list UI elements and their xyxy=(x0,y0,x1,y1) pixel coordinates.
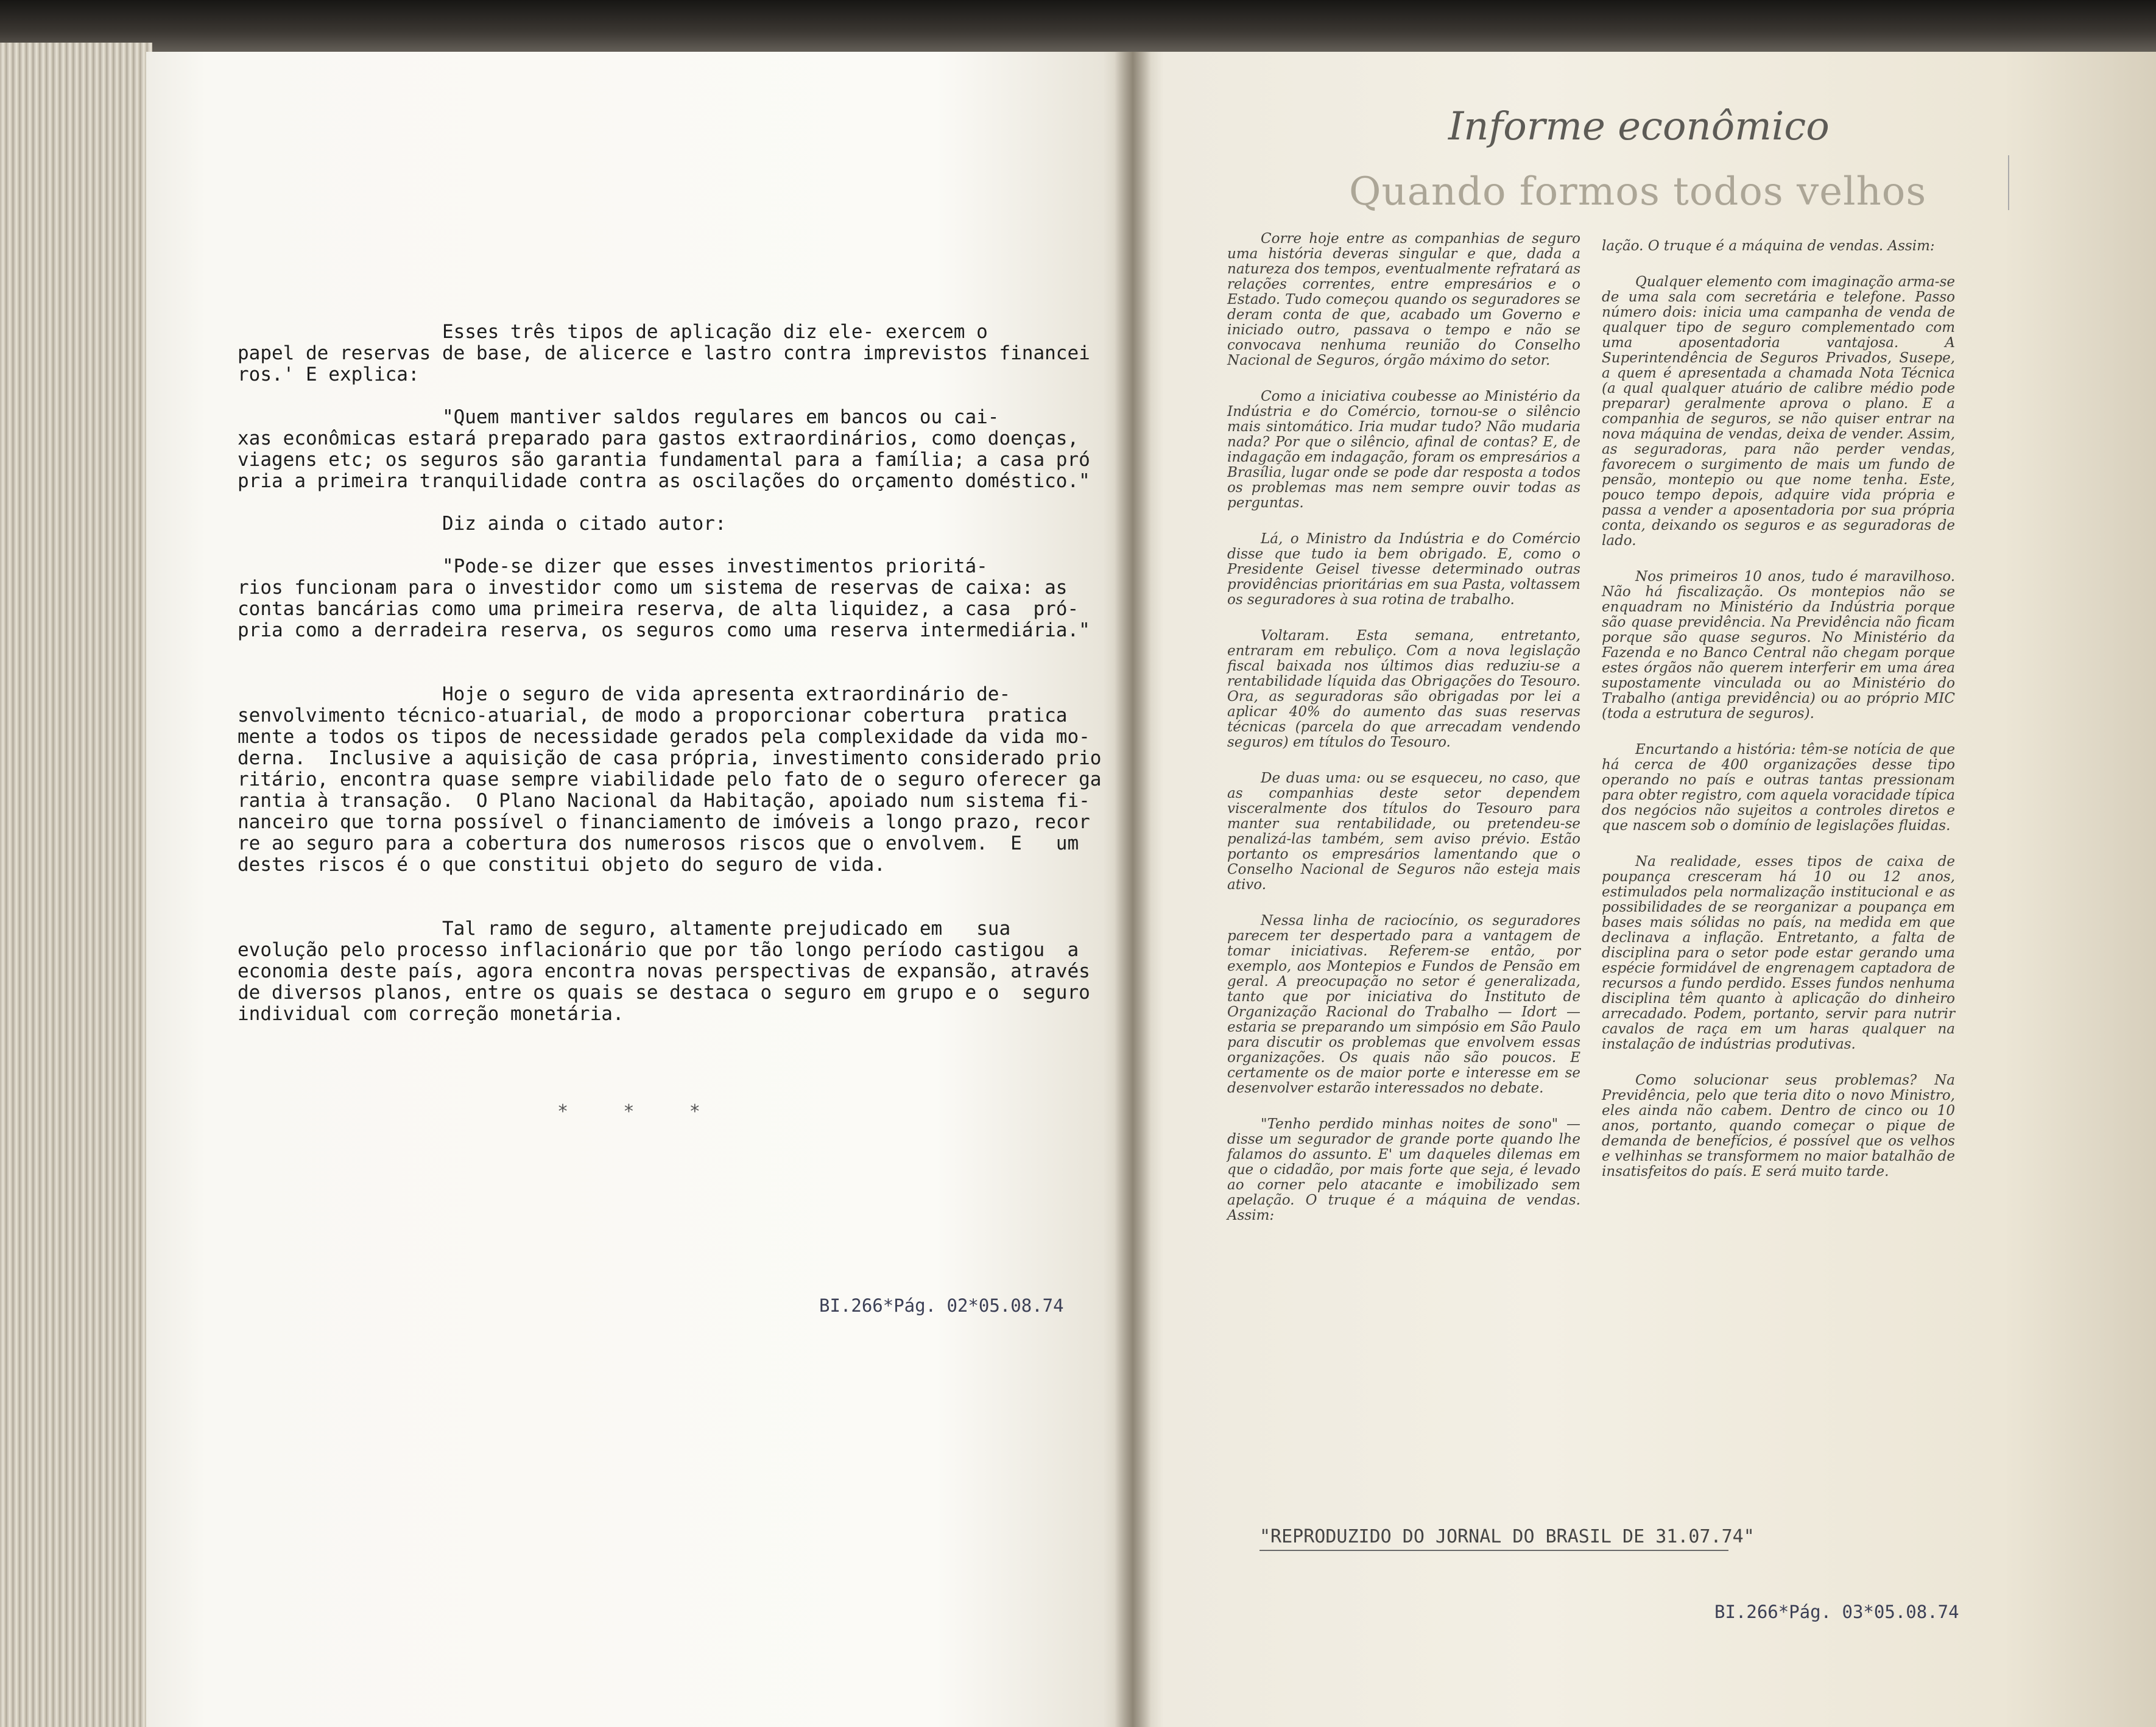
article-paragraph: Como a iniciativa coubesse ao Ministério da Indústria e do Comércio, tornou-se o silêncio mais sintomático. Iria mudar tudo? Não mudaria nada? Por que o silêncio, afinal de contas? E, de indagação em indagação, foram os empresários a Brasília, lugar onde se pode dar resposta a todos os problemas mas nem sempre ouvir todas as perguntas. xyxy=(1227,389,1580,511)
article-paragraph: Na realidade, esses tipos de caixa de poupança cresceram há 10 ou 12 anos, estimulados pela normalização institucional e as possibilidades de se reorganizar a poupança em bases mais sólidas no país, na medida em que declinava a inflação. Entretanto, a falta de disciplina para o setor pode estar gerando uma espécie formidável de engrenagem captadora de recursos a fundo perdido. Esses fundos nenhuma disciplina têm quanto à aplicação do dinheiro arrecadado. Podem, portanto, servir para nutrir cavalos de raça em um haras qualquer na instalação de indústrias produtivas. xyxy=(1602,854,1955,1052)
article-paragraph: Encurtando a história: têm-se notícia de que há cerca de 400 organizações desse tipo operando no país e outras tantas pressionam para obter registro, com aquela voracidade típica dos negócios não sujeitos a controles diretos e que nascem sob o domínio de legislações fluidas. xyxy=(1602,742,1955,834)
article-paragraph: De duas uma: ou se esqueceu, no caso, que as companhias deste setor dependem visceralmente dos títulos do Tesouro para manter sua rentabilidade, ou pretendeu-se penalizá-las também, sem aviso prévio. Estão portanto os empresários lamentando que o Conselho Nacional de Seguros não esteja mais ativo. xyxy=(1227,770,1580,893)
typewritten-line: senvolvimento técnico-atuarial, de modo a proporcionar cobertura pratica xyxy=(238,705,1068,726)
article-paragraph: "Tenho perdido minhas noites de sono" — disse um segurador de grande porte quando lhe falamos do assunto. E' um daqueles dilemas em que o cidadão, por mais forte que seja, é levado ao corner pelo atacante e imobilizado sem apelação. O truque é a máquina de vendas. Assim: xyxy=(1227,1116,1580,1223)
typewritten-line: rios funcionam para o investidor como um sistema de reservas de caixa: as xyxy=(238,577,1068,599)
column-rule xyxy=(2008,155,2009,210)
reproduction-credit: "REPRODUZIDO DO JORNAL DO BRASIL DE 31.07.74" xyxy=(1259,1526,1755,1547)
article-paragraph: Qualquer elemento com imaginação arma-se de uma sala com secretária e telefone. Passo número dois: inicia uma campanha de venda de qualquer tipo de seguro complementado com uma aposentadoria vantajosa. A Superintendência de Seguros Privados, Susepe, a quem é apresentada a chamada Nota Técnica (a qual qualquer atuário de calibre médio pode preparar) geralmente aprova o plano. E a companhia de seguros, se não quiser entrar na nova máquina de vendas, deixa de vender. Assim, as seguradoras, para não perder vendas, favorecem o surgimento de mais um fundo de pensão, montepio ou que nome tenha. Este, pouco tempo depois, adquire vida própria e passa a vender a aposentadoria por sua própria conta, deixando os seguros e as seguradoras de lado. xyxy=(1602,274,1955,549)
typewritten-line: de diversos planos, entre os quais se destaca o seguro em grupo e o seguro xyxy=(238,982,1090,1004)
book-page-edges xyxy=(0,43,152,1727)
typewritten-line: "Pode-se dizer que esses investimentos prioritá- xyxy=(238,555,988,577)
article-paragraph: Nessa linha de raciocínio, os seguradores parecem ter despertado para a vantagem de tomar iniciativas. Referem-se então, por exemplo, aos Montepios e Fundos de Pensão em geral. A preocupação no setor é generalizada, tanto que por iniciativa do Instituto de Organização Racional do Trabalho — Idort — estaria se preparando um simpósio em São Paulo para discutir os problemas que envolvem essas organizações. Os quais não são poucos. E certamente os de maior porte e interesse em se desenvolver estarão interessados no debate. xyxy=(1227,913,1580,1096)
typewritten-line: derna. Inclusive a aquisição de casa própria, investimento considerado prio xyxy=(238,747,1102,769)
typewritten-line: Esses três tipos de aplicação diz ele- exercem o xyxy=(238,321,988,343)
book-gutter xyxy=(1115,52,1151,1727)
typewritten-line: pria como a derradeira reserva, os seguros como uma reserva intermediária." xyxy=(238,619,1090,641)
typewritten-body xyxy=(238,322,1101,1025)
article-paragraph: lação. O truque é a máquina de vendas. Assim: xyxy=(1602,238,1935,254)
typewritten-line: evolução pelo processo inflacionário que por tão longo período castigou a xyxy=(238,939,1079,961)
typewritten-line: Diz ainda o citado autor: xyxy=(238,513,727,535)
typewritten-line: xas econômicas estará preparado para gastos extraordinários, como doenças, xyxy=(238,427,1079,449)
typewritten-line: destes riscos é o que constitui objeto do seguro de vida. xyxy=(238,854,886,876)
section-stars: * * * xyxy=(557,1101,700,1122)
article-paragraph: Como solucionar seus problemas? Na Previdência, pelo que teria dito o novo Ministro, eles ainda não cabem. Dentro de cinco ou 10 anos, portanto, quando começar o pique de demanda de benefícios, é possível que os velhos e velhinhas se transformem no maior batalhão de insatisfeitos do país. E será muito tarde. xyxy=(1602,1072,1955,1180)
typewritten-line: pria a primeira tranquilidade contra as oscilações do orçamento doméstico." xyxy=(238,470,1090,492)
article-paragraph: Lá, o Ministro da Indústria e do Comércio disse que tudo ia bem obrigado. E, como o Presidente Geisel tivesse determinado outras providências prioritárias em sua Pasta, voltassem os seguradores à sua rotina de trabalho. xyxy=(1227,531,1580,608)
typewritten-line: mente a todos os tipos de necessidade gerados pela complexidade da vida mo- xyxy=(238,726,1090,748)
typewritten-line: viagens etc; os seguros são garantia fundamental para a família; a casa pró xyxy=(238,449,1090,471)
typewritten-line: "Quem mantiver saldos regulares em bancos ou cai- xyxy=(238,406,999,428)
article-paragraph: Voltaram. Esta semana, entretanto, entraram em rebuliço. Com a nova legislação fiscal baixada nos últimos dias reduziu-se a rentabilidade líquida das Obrigações do Tesouro. Ora, as seguradoras são obrigadas por lei a aplicar 40% do aumento das suas reservas técnicas (parcela do que arrecadam vendendo seguros) em títulos do Tesouro. xyxy=(1227,628,1580,750)
typewritten-line: economia deste país, agora encontra novas perspectivas de expansão, através xyxy=(238,960,1090,982)
typewritten-line: nanceiro que torna possível o financiamento de imóveis a longo prazo, recor xyxy=(238,811,1090,833)
binding-top-edge xyxy=(0,0,2156,58)
typewritten-line: ritário, encontra quase sempre viabilidade pelo fato de o seguro oferecer ga xyxy=(238,769,1102,790)
article-headline: Quando formos todos velhos xyxy=(1349,169,1927,214)
typewritten-line: rantia à transação. O Plano Nacional da Habitação, apoiado num sistema fi- xyxy=(238,790,1090,812)
typewritten-line: papel de reservas de base, de alicerce e lastro contra imprevistos financei xyxy=(238,342,1090,364)
typewritten-line: ros.' E explica: xyxy=(238,364,420,385)
left-page-number: BI.266*Pág. 02*05.08.74 xyxy=(819,1295,1064,1316)
column-masthead: Informe econômico xyxy=(1448,104,1830,149)
typewritten-line: Hoje o seguro de vida apresenta extraordinário de- xyxy=(238,683,1011,705)
article-column-1 xyxy=(1227,231,1580,1244)
right-page-number: BI.266*Pág. 03*05.08.74 xyxy=(1714,1602,1959,1622)
typewritten-line: contas bancárias como uma primeira reserva, de alta liquidez, a casa pró- xyxy=(238,598,1079,620)
article-paragraph: Corre hoje entre as companhias de seguro uma história deveras singular e que, dada a natureza dos tempos, eventualmente refratará as relações correntes, entre empresários e o Estado. Tudo começou quando os seguradores se deram conta de que, acabado um Governo e iniciado outro, passava o tempo e não se convocava nenhuma reunião do Conselho Nacional de Seguros, órgão máximo do setor. xyxy=(1227,231,1580,368)
article-paragraph: Nos primeiros 10 anos, tudo é maravilhoso. Não há fiscalização. Os montepios não se enquadram no Ministério da Indústria porque são quase previdência. Na Previdência não ficam porque são quase seguros. No Ministério da Fazenda e no Banco Central não chegam porque estes órgãos não querem interferir em uma área supostamente vinculada ou ao Ministério do Trabalho (antiga previdência) ou ao próprio MIC (toda a estrutura de seguros). xyxy=(1602,569,1955,722)
credit-underline xyxy=(1259,1550,1728,1551)
typewritten-line: individual com correção monetária. xyxy=(238,1003,624,1025)
typewritten-line: re ao seguro para a cobertura dos numerosos riscos que o envolvem. E um xyxy=(238,832,1079,854)
article-column-2 xyxy=(1602,239,1955,1200)
typewritten-line: Tal ramo de seguro, altamente prejudicado em sua xyxy=(238,918,1011,940)
